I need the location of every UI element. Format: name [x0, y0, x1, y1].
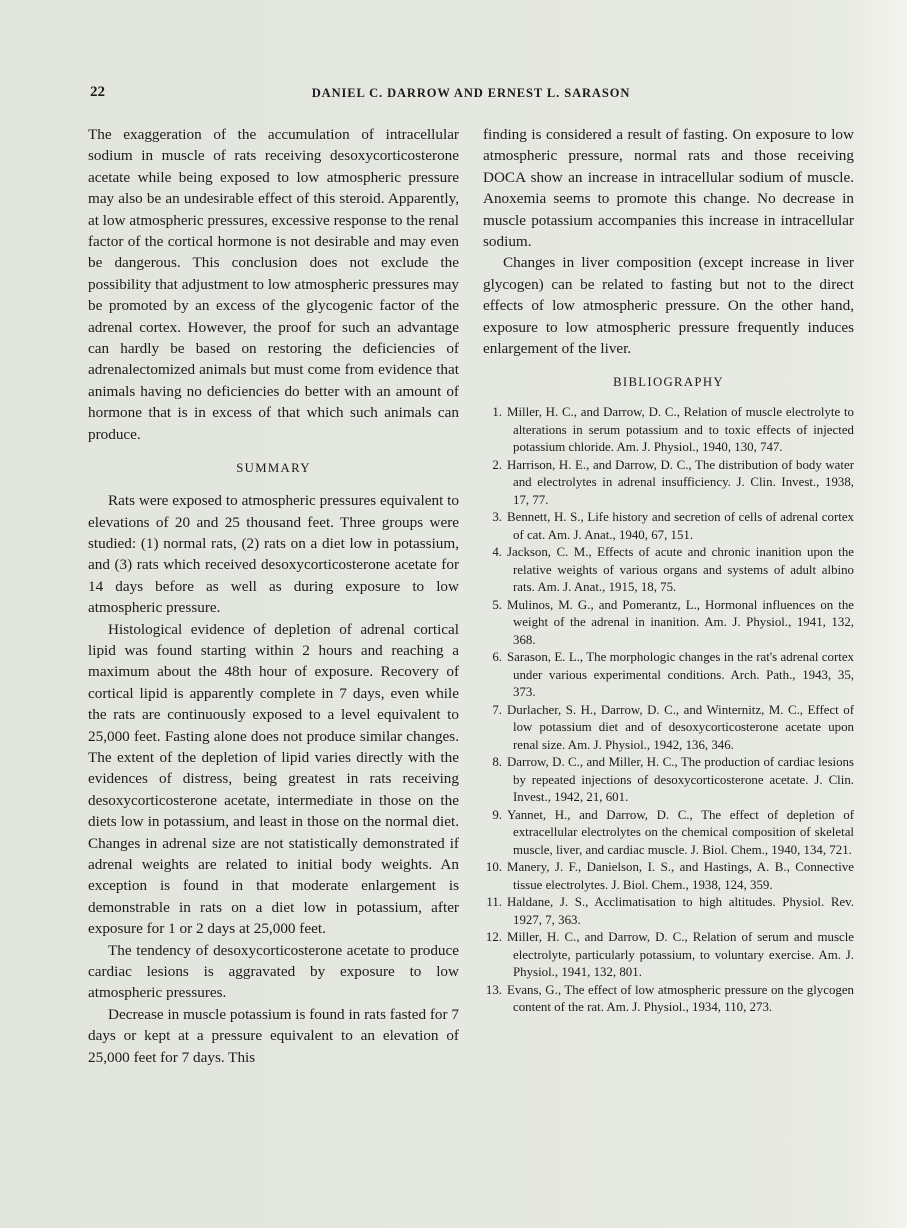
reference-text: Haldane, J. S., Acclimatisation to high altitudes. Physiol. Rev. 1927, 7, 363.: [507, 895, 854, 927]
reference-number: 11.: [486, 895, 502, 910]
reference-item: [483, 544, 854, 597]
page-number: 22: [90, 84, 105, 100]
reference-text: Mulinos, M. G., and Pomerantz, L., Hormonal influences on the weight of the adrenal in inanition. Am. J. Physiol., 1941, 132, 368.: [507, 597, 854, 647]
paragraph: The exaggeration of the accumulation of intracellular sodium in muscle of rats receiving desoxycorticosterone acetate while being exposed to low atmospheric pressure may also be an undesirable effect of this steroid. Apparently, at low atmospheric pressures, excessive response to the renal factor of the cortical hormone is not desirable and may even be dangerous. This conclusion does not exclude the possibility that adjustment to low atmospheric pressures may be promoted by an excess of the glycogenic factor of the adrenal cortex. However, the proof for such an advantage can hardly be based on restoring the deficiencies of adrenalectomized animals but must come from evidence that animals having no deficiencies do better with an amount of hormone that is in excess of that which such animals can produce.: [88, 126, 459, 443]
reference-item: [483, 649, 854, 702]
page-header: [88, 84, 854, 102]
reference-list: [483, 404, 854, 1017]
reference-item: [483, 859, 854, 894]
reference-text: Durlacher, S. H., Darrow, D. C., and Winternitz, M. C., Effect of low potassium diet and of desoxycorticosterone acetate upon renal size. Am. J. Physiol., 1942, 136, 346.: [507, 702, 854, 752]
reference-item: [483, 509, 854, 544]
paragraph: Histological evidence of depletion of adrenal cortical lipid was found starting within 2 hours and reaching a maximum about the 48th hour of exposure. Recovery of cortical lipid is apparently complete in 7 days, even while the rats are continuously exposed to a level equivalent to 25,000 feet. Fasting alone does not produce similar changes. The extent of the depletion of lipid varies directly with the evidences of distress, being greatest in rats receiving desoxycorticosterone acetate, intermediate in those on the diets low in potassium, and least in those on the normal diet. Changes in adrenal size are not statistically demonstrated if adrenal weights are related to initial body weights. An exception is found in that moderate enlargement is demonstrable in rats on a diet low in potassium, after exposure for 1 or 2 days at 25,000 feet.: [88, 620, 459, 938]
reference-text: Harrison, H. E., and Darrow, D. C., The distribution of body water and electrolytes in adrenal insufficiency. J. Clin. Invest., 1938, 17, 77.: [507, 457, 854, 507]
reference-number: 3.: [492, 510, 502, 525]
paragraph: finding is considered a result of fasting. On exposure to low atmospheric pressure, normal rats and those receiving DOCA show an increase in intracellular sodium of muscle. Anoxemia seems to promote this change. No decrease in muscle potassium accompanies this increase in intracellular sodium.: [483, 126, 854, 251]
reference-number: 6.: [492, 650, 502, 665]
reference-item: [483, 929, 854, 982]
reference-item: [483, 702, 854, 755]
reference-number: 4.: [492, 545, 502, 560]
reference-text: Darrow, D. C., and Miller, H. C., The production of cardiac lesions by repeated injections of desoxycorticosterone acetate. J. Clin. Invest., 1942, 21, 601.: [507, 755, 854, 805]
summary-heading: SUMMARY: [236, 461, 311, 476]
reference-number: 5.: [492, 597, 502, 612]
reference-number: 2.: [492, 457, 502, 472]
reference-text: Sarason, E. L., The morphologic changes in the rat's adrenal cortex under various experimental conditions. Arch. Path., 1943, 35, 373.: [507, 650, 854, 700]
reference-item: [483, 807, 854, 860]
running-head: DANIEL C. DARROW AND ERNEST L. SARASON: [311, 86, 631, 100]
paragraph: Rats were exposed to atmospheric pressures equivalent to elevations of 20 and 25 thousand feet. Three groups were studied: (1) normal rats, (2) rats on a diet low in potassium, and (3) rats which received desoxycorticosterone acetate for 14 days before as well as during exposure to low atmospheric pressure.: [88, 492, 459, 617]
two-column-body: [88, 124, 854, 1068]
reference-text: Miller, H. C., and Darrow, D. C., Relation of serum and muscle electrolyte, particularly potassium, to voluntary exercise. Am. J. Physiol., 1941, 132, 801.: [507, 930, 854, 980]
left-column: [88, 124, 459, 1068]
reference-number: 12.: [485, 930, 502, 945]
reference-item: [483, 404, 854, 457]
reference-number: 8.: [492, 755, 502, 770]
reference-number: 1.: [492, 405, 502, 420]
paragraph: Decrease in muscle potassium is found in rats fasted for 7 days or kept at a pressure equivalent to an elevation of 25,000 feet for 7 days. This: [88, 1005, 459, 1066]
reference-item: [483, 457, 854, 510]
reference-text: Manery, J. F., Danielson, I. S., and Hastings, A. B., Connective tissue electrolytes. J. Biol. Chem., 1938, 124, 359.: [507, 860, 854, 892]
reference-item: [483, 982, 854, 1017]
reference-text: Evans, G., The effect of low atmospheric pressure on the glycogen content of the rat. Am. J. Physiol., 1934, 110, 273.: [507, 982, 854, 1015]
reference-number: 10.: [485, 860, 502, 875]
reference-item: [483, 754, 854, 807]
reference-text: Yannet, H., and Darrow, D. C., The effect of depletion of extracellular electrolytes on the chemical composition of skeletal muscle, liver, and cardiac muscle. J. Biol. Chem., 1940, 134, 721.: [507, 807, 854, 857]
reference-item: [483, 894, 854, 929]
reference-text: Jackson, C. M., Effects of acute and chronic inanition upon the relative weights of various organs and systems of adult albino rats. Am. J. Anat., 1915, 18, 75.: [507, 545, 854, 595]
paragraph: The tendency of desoxycorticosterone acetate to produce cardiac lesions is aggravated by exposure to low atmospheric pressures.: [88, 941, 459, 1002]
paragraph: Changes in liver composition (except increase in liver glycogen) can be related to fasting but not to the direct effects of low atmospheric pressure. On the other hand, exposure to low atmospheric pressure frequently induces enlargement of the liver.: [483, 254, 854, 358]
reference-number: 9.: [492, 807, 502, 822]
reference-item: [483, 597, 854, 650]
reference-text: Miller, H. C., and Darrow, D. C., Relation of muscle electrolyte to alterations in serum potassium and to toxic effects of injected potassium chloride. Am. J. Physiol., 1940, 130, 747.: [507, 405, 854, 455]
right-column: [483, 124, 854, 1068]
reference-number: 7.: [492, 702, 502, 717]
reference-text: Bennett, H. S., Life history and secretion of cells of adrenal cortex of cat. Am. J. Anat., 1940, 67, 151.: [507, 510, 854, 542]
bibliography-heading: BIBLIOGRAPHY: [613, 375, 724, 390]
reference-number: 13.: [485, 982, 502, 997]
